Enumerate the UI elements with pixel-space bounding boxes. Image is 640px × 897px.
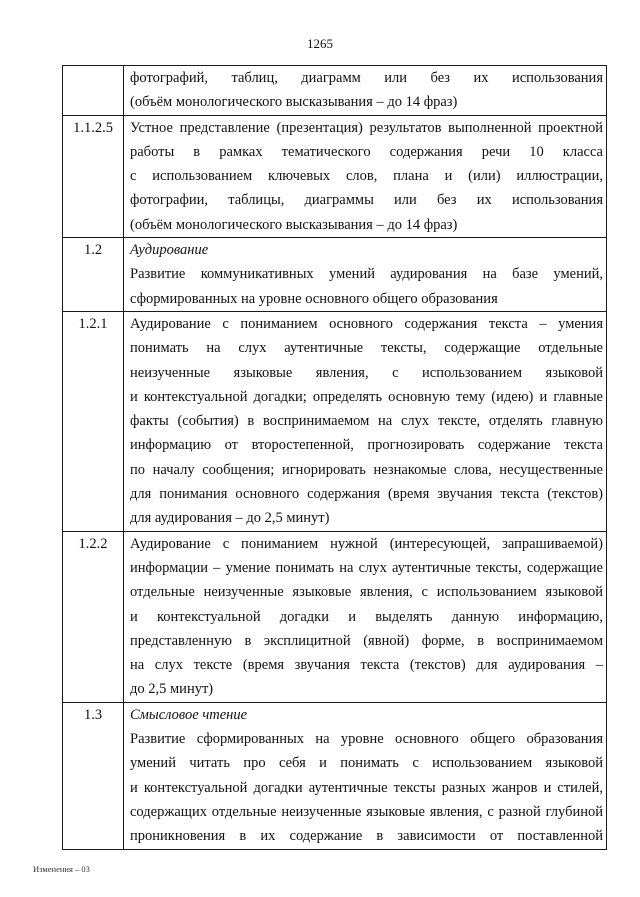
row-content [124,311,607,531]
table-row [63,115,607,237]
table-row [63,311,607,531]
row-number: 1.1.2.5 [63,115,124,237]
table-row [63,238,607,312]
row-content [124,238,607,312]
text-line: (объём монологического высказывания – до 14 фраз) [130,216,458,233]
table-row [63,702,607,849]
text-line: Развитие коммуникативных умений аудирования на базе умений, [130,266,603,283]
row-number [63,66,124,116]
text-line: проникновения в их содержание в зависимости от поставленной [130,828,603,845]
text-line: представленную в эксплицитной (явной) форме, в воспринимаемом [130,632,603,649]
text-line: и контекстуальной догадки аутентичные тексты разных жанров и стилей, [130,779,603,796]
row-content [124,531,607,702]
curriculum-table [62,65,607,850]
row-content [124,702,607,849]
row-content [124,66,607,116]
text-line: по началу сообщения; игнорировать незнакомые слова, несущественные [130,461,603,478]
text-line: фотографии, таблицы, диаграммы или без их использования [130,192,603,209]
text-line: Аудирование с пониманием основного содержания текста – умения [130,315,603,332]
table-row [63,66,607,116]
table-row [63,531,607,702]
text-line: и контекстуальной догадки; определять основную тему (идею) и главные [130,388,603,405]
text-line: информацию от второстепенной, прогнозировать содержание текста [130,437,603,454]
text-line: сформированных на уровне основного общего образования [130,290,498,307]
section-heading: Смысловое чтение [130,706,248,723]
text-line: работы в рамках тематического содержания речи 10 класса [130,143,603,160]
text-line: на слух тексте (время звучания текста (текстов) для аудирования – [130,657,603,674]
page-number: 1265 [307,36,333,51]
row-number: 1.2.2 [63,531,124,702]
text-line: для аудирования – до 2,5 минут) [130,510,330,527]
text-line: неизученные языковые явления, с использованием языковой [130,364,603,381]
row-content [124,115,607,237]
text-line: Устное представление (презентация) результатов выполненной проектной [130,119,603,136]
text-line: факты (события) в воспринимаемом на слух тексте, отделять главную [130,413,603,430]
row-number: 1.3 [63,702,124,849]
text-line: и контекстуальной догадки и выделять данную информацию, [130,608,603,625]
text-line: фотографий, таблиц, диаграмм или без их использования [130,70,603,86]
text-line: до 2,5 минут) [130,681,214,698]
text-line: отдельные неизученные языковые явления, с использованием языковой [130,584,603,601]
section-heading: Аудирование [130,242,209,259]
text-line: содержащих отдельные неизученные языковые явления, с разной глубиной [130,803,603,820]
text-line: с использованием ключевых слов, плана и (или) иллюстрации, [130,168,603,185]
row-number: 1.2 [63,238,124,312]
row-number: 1.2.1 [63,311,124,531]
text-line: понимать на слух аутентичные тексты, содержащие отдельные [130,340,603,357]
text-line: (объём монологического высказывания – до 14 фраз) [130,94,458,111]
text-line: для понимания основного содержания (время звучания текста (текстов) [130,486,603,503]
text-line: Аудирование с пониманием нужной (интересующей, запрашиваемой) [130,535,603,552]
text-line: умений читать про себя и понимать с использованием языковой [130,755,603,772]
page-footer: Изменения – 03 [33,864,90,874]
text-line: Развитие сформированных на уровне основного общего образования [130,731,603,748]
text-line: информации – умение понимать на слух аутентичные тексты, содержащие [130,559,603,576]
